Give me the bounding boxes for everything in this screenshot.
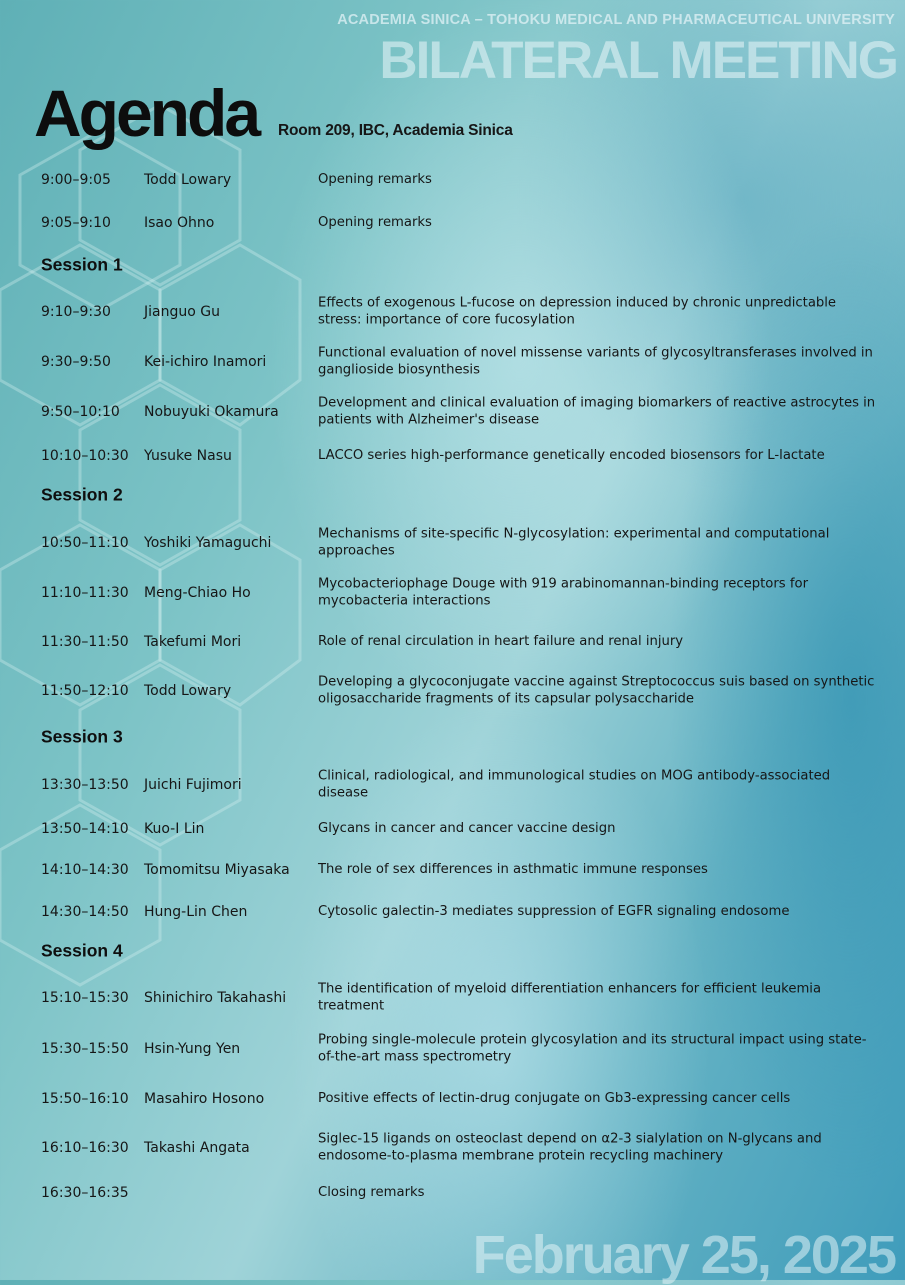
talk-topic: Cytosolic galectin-3 mediates suppression of EGFR signaling endosome [318,903,790,919]
talk-time: 14:10–14:30 [41,862,129,878]
talk-speaker: Meng-Chiao Ho [144,585,251,601]
talk-topic: Probing single-molecule protein glycosylation and its structural impact using state-of-the-art mass spectrometry [318,1032,867,1064]
header-institutions: ACADEMIA SINICA – TOHOKU MEDICAL AND PHARMACEUTICAL UNIVERSITY [337,12,895,28]
talk-time: 15:30–15:50 [41,1041,129,1057]
talk-speaker: Hung-Lin Chen [144,904,248,920]
talk-speaker: Jianguo Gu [144,304,220,320]
talk-speaker: Takashi Angata [144,1140,250,1156]
talk-time: 13:50–14:10 [41,821,129,837]
talk-time: 14:30–14:50 [41,904,129,920]
talk-speaker: Todd Lowary [144,683,232,699]
talk-time: 9:50–10:10 [41,404,120,420]
talk-topic: Closing remarks [318,1184,425,1200]
session-heading: Session 3 [41,726,123,747]
page-title: Agenda [34,76,259,150]
talk-time: 9:10–9:30 [41,304,111,320]
talk-speaker: Kei-ichiro Inamori [144,354,267,370]
talk-topic: Functional evaluation of novel missense variants of glycosyltransferases involved in ganglioside biosynthesis [318,345,873,377]
session-heading: Session 2 [41,484,123,505]
venue-label: Room 209, IBC, Academia Sinica [278,122,513,139]
talk-speaker: Yoshiki Yamaguchi [144,535,272,551]
talk-speaker: Nobuyuki Okamura [144,404,279,420]
talk-time: 11:50–12:10 [41,683,129,699]
talk-time: 11:30–11:50 [41,634,129,650]
talk-topic: Opening remarks [318,214,432,230]
talk-time: 16:10–16:30 [41,1140,129,1156]
talk-time: 9:05–9:10 [41,215,111,231]
talk-time: 15:10–15:30 [41,990,129,1006]
talk-speaker: Todd Lowary [144,172,232,188]
talk-speaker: Juichi Fujimori [144,777,242,793]
event-date: February 25, 2025 [472,1225,895,1285]
talk-speaker: Hsin-Yung Yen [144,1041,241,1057]
talk-speaker: Isao Ohno [144,215,215,231]
talk-time: 13:30–13:50 [41,777,129,793]
talk-topic: Mycobacteriophage Douge with 919 arabinomannan-binding receptors for mycobacteria interactions [318,576,808,608]
talk-topic: Developing a glycoconjugate vaccine against Streptococcus suis based on synthetic oligosaccharide fragments of its capsular polysaccharide [318,674,875,706]
talk-topic: Glycans in cancer and cancer vaccine design [318,820,616,836]
talk-topic: Siglec-15 ligands on osteoclast depend on α2-3 sialylation on N-glycans and endosome-to-plasma membrane protein recycling machinery [318,1131,822,1163]
talk-speaker: Tomomitsu Miyasaka [144,862,290,878]
talk-speaker: Shinichiro Takahashi [144,990,287,1006]
talk-topic: The role of sex differences in asthmatic immune responses [318,861,708,877]
talk-topic: Mechanisms of site-specific N-glycosylation: experimental and computational approaches [318,526,830,558]
talk-time: 10:10–10:30 [41,448,129,464]
talk-time: 9:00–9:05 [41,172,111,188]
talk-topic: Development and clinical evaluation of imaging biomarkers of reactive astrocytes in patients with Alzheimer's disease [318,395,876,427]
talk-time: 9:30–9:50 [41,354,111,370]
talk-speaker: Masahiro Hosono [144,1091,265,1107]
session-heading: Session 4 [41,940,123,961]
talk-speaker: Kuo-I Lin [144,821,205,837]
talk-speaker: Takefumi Mori [144,634,242,650]
talk-topic: Positive effects of lectin-drug conjugate on Gb3-expressing cancer cells [318,1090,791,1106]
talk-topic: Role of renal circulation in heart failure and renal injury [318,633,684,649]
talk-topic: Effects of exogenous L-fucose on depression induced by chronic unpredictable stress: importance of core fucosylation [318,295,837,327]
talk-time: 11:10–11:30 [41,585,129,601]
talk-topic: Clinical, radiological, and immunological studies on MOG antibody-associated disease [318,768,831,800]
talk-time: 16:30–16:35 [41,1185,129,1201]
talk-topic: LACCO series high-performance genetically encoded biosensors for L-lactate [318,447,825,463]
talk-time: 15:50–16:10 [41,1091,129,1107]
session-heading: Session 1 [41,254,123,275]
header-event-title: BILATERAL MEETING [379,31,897,90]
talk-topic: The identification of myeloid differentiation enhancers for efficient leukemia treatment [318,981,822,1013]
talk-time: 10:50–11:10 [41,535,129,551]
talk-topic: Opening remarks [318,171,432,187]
talk-speaker: Yusuke Nasu [144,448,232,464]
